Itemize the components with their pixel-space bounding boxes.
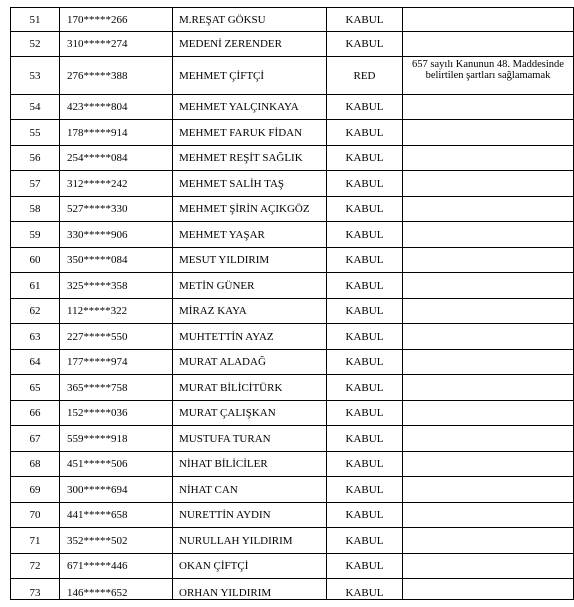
status-cell: KABUL — [327, 554, 403, 579]
table-row — [11, 299, 574, 324]
id-number: 170*****266 — [60, 8, 173, 32]
id-number: 310*****274 — [60, 32, 173, 57]
id-number: 352*****502 — [60, 528, 173, 554]
status-cell: KABUL — [327, 8, 403, 32]
id-number: 146*****652 — [60, 579, 173, 600]
row-number: 53 — [11, 57, 60, 95]
status-cell: KABUL — [327, 248, 403, 273]
status-cell: KABUL — [327, 350, 403, 375]
note-cell — [403, 222, 574, 248]
table-row — [11, 32, 574, 57]
status-cell: KABUL — [327, 324, 403, 350]
full-name: MEHMET ÇİFTÇİ — [173, 57, 327, 95]
status-cell: KABUL — [327, 528, 403, 554]
status-cell: KABUL — [327, 452, 403, 477]
row-number: 58 — [11, 197, 60, 222]
status-cell: KABUL — [327, 146, 403, 171]
row-number: 69 — [11, 477, 60, 503]
table-row — [11, 452, 574, 477]
row-number: 60 — [11, 248, 60, 273]
id-number: 300*****694 — [60, 477, 173, 503]
id-number: 112*****322 — [60, 299, 173, 324]
full-name: MEHMET ŞİRİN AÇIKGÖZ — [173, 197, 327, 222]
note-cell — [403, 171, 574, 197]
id-number: 276*****388 — [60, 57, 173, 95]
results-table — [10, 7, 574, 600]
full-name: METİN GÜNER — [173, 273, 327, 299]
note-cell — [403, 350, 574, 375]
table-row — [11, 57, 574, 95]
full-name: NURULLAH YILDIRIM — [173, 528, 327, 554]
id-number: 330*****906 — [60, 222, 173, 248]
status-cell: KABUL — [327, 503, 403, 528]
note-cell — [403, 554, 574, 579]
row-number: 70 — [11, 503, 60, 528]
id-number: 441*****658 — [60, 503, 173, 528]
table-row — [11, 95, 574, 120]
note-cell — [403, 299, 574, 324]
note-cell — [403, 503, 574, 528]
id-number: 312*****242 — [60, 171, 173, 197]
note-cell — [403, 197, 574, 222]
row-number: 72 — [11, 554, 60, 579]
id-number: 451*****506 — [60, 452, 173, 477]
full-name: MURAT ÇALIŞKAN — [173, 401, 327, 426]
note-cell — [403, 452, 574, 477]
status-cell: KABUL — [327, 197, 403, 222]
table-row — [11, 554, 574, 579]
status-cell: KABUL — [327, 579, 403, 600]
table-row — [11, 8, 574, 32]
full-name: MURAT BİLİCİTÜRK — [173, 375, 327, 401]
table-row — [11, 222, 574, 248]
id-number: 325*****358 — [60, 273, 173, 299]
full-name: ORHAN YILDIRIM — [173, 579, 327, 600]
note-cell — [403, 401, 574, 426]
status-cell: KABUL — [327, 401, 403, 426]
table-row — [11, 375, 574, 401]
id-number: 350*****084 — [60, 248, 173, 273]
full-name: MİRAZ KAYA — [173, 299, 327, 324]
table-row — [11, 579, 574, 600]
full-name: MURAT ALADAĞ — [173, 350, 327, 375]
status-cell: KABUL — [327, 32, 403, 57]
status-cell: KABUL — [327, 375, 403, 401]
row-number: 57 — [11, 171, 60, 197]
table-row — [11, 426, 574, 452]
full-name: MEHMET YALÇINKAYA — [173, 95, 327, 120]
note-cell — [403, 146, 574, 171]
full-name: NİHAT BİLİCİLER — [173, 452, 327, 477]
table-row — [11, 197, 574, 222]
row-number: 55 — [11, 120, 60, 146]
status-cell: KABUL — [327, 171, 403, 197]
id-number: 559*****918 — [60, 426, 173, 452]
id-number: 423*****804 — [60, 95, 173, 120]
status-cell: KABUL — [327, 426, 403, 452]
full-name: MEHMET REŞİT SAĞLIK — [173, 146, 327, 171]
status-cell: KABUL — [327, 477, 403, 503]
results-table-container — [10, 7, 567, 600]
note-cell — [403, 32, 574, 57]
table-row — [11, 171, 574, 197]
note-cell — [403, 477, 574, 503]
id-number: 178*****914 — [60, 120, 173, 146]
note-cell — [403, 248, 574, 273]
full-name: MUSTUFA TURAN — [173, 426, 327, 452]
full-name: NURETTİN AYDIN — [173, 503, 327, 528]
status-cell: KABUL — [327, 120, 403, 146]
note-cell — [403, 324, 574, 350]
row-number: 52 — [11, 32, 60, 57]
table-row — [11, 273, 574, 299]
id-number: 527*****330 — [60, 197, 173, 222]
row-number: 65 — [11, 375, 60, 401]
row-number: 62 — [11, 299, 60, 324]
note-cell — [403, 95, 574, 120]
id-number: 671*****446 — [60, 554, 173, 579]
note-cell — [403, 375, 574, 401]
full-name: MEHMET SALİH TAŞ — [173, 171, 327, 197]
row-number: 54 — [11, 95, 60, 120]
results-table-body — [11, 8, 574, 600]
status-cell: KABUL — [327, 273, 403, 299]
row-number: 61 — [11, 273, 60, 299]
id-number: 365*****758 — [60, 375, 173, 401]
full-name: MEHMET YAŞAR — [173, 222, 327, 248]
note-cell — [403, 8, 574, 32]
status-cell: RED — [327, 57, 403, 95]
note-cell — [403, 426, 574, 452]
table-row — [11, 120, 574, 146]
row-number: 59 — [11, 222, 60, 248]
note-cell — [403, 528, 574, 554]
full-name: MEHMET FARUK FİDAN — [173, 120, 327, 146]
row-number: 73 — [11, 579, 60, 600]
note-cell — [403, 273, 574, 299]
note-cell: 657 sayılı Kanunun 48. Maddesinde belirtilen şartları sağlamamak — [403, 57, 574, 95]
status-cell: KABUL — [327, 222, 403, 248]
row-number: 51 — [11, 8, 60, 32]
full-name: OKAN ÇİFTÇİ — [173, 554, 327, 579]
full-name: M.REŞAT GÖKSU — [173, 8, 327, 32]
table-row — [11, 324, 574, 350]
table-row — [11, 146, 574, 171]
status-cell: KABUL — [327, 299, 403, 324]
row-number: 56 — [11, 146, 60, 171]
note-cell — [403, 120, 574, 146]
status-cell: KABUL — [327, 95, 403, 120]
id-number: 227*****550 — [60, 324, 173, 350]
table-row — [11, 477, 574, 503]
full-name: MESUT YILDIRIM — [173, 248, 327, 273]
full-name: NİHAT CAN — [173, 477, 327, 503]
table-row — [11, 248, 574, 273]
id-number: 254*****084 — [60, 146, 173, 171]
id-number: 152*****036 — [60, 401, 173, 426]
full-name: MEDENİ ZERENDER — [173, 32, 327, 57]
note-cell — [403, 579, 574, 600]
table-row — [11, 350, 574, 375]
table-row — [11, 503, 574, 528]
id-number: 177*****974 — [60, 350, 173, 375]
row-number: 68 — [11, 452, 60, 477]
row-number: 63 — [11, 324, 60, 350]
row-number: 66 — [11, 401, 60, 426]
row-number: 71 — [11, 528, 60, 554]
row-number: 67 — [11, 426, 60, 452]
row-number: 64 — [11, 350, 60, 375]
full-name: MUHTETTİN AYAZ — [173, 324, 327, 350]
table-row — [11, 401, 574, 426]
table-row — [11, 528, 574, 554]
